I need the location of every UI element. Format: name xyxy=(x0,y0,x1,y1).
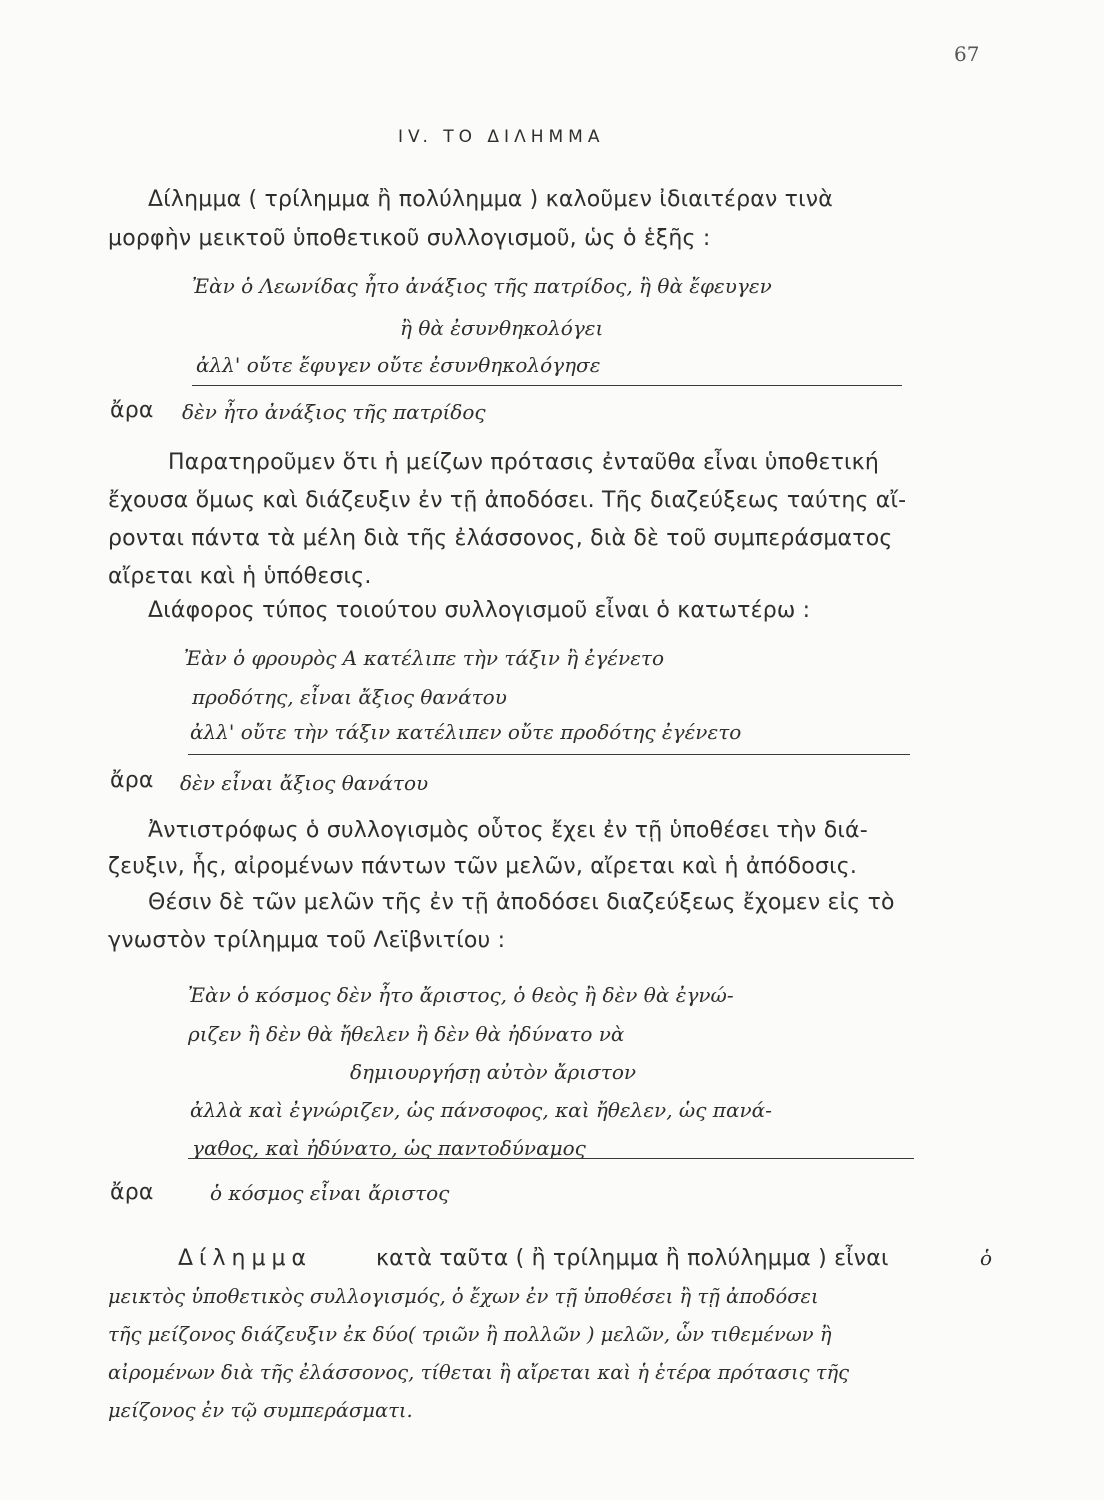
example3-major-line-2: ριζεν ἢ δὲν θὰ ἤθελεν ἢ δὲν θὰ ἠδύνατο νὰ xyxy=(188,1022,625,1046)
example1-major-line-1: Ἐὰν ὁ Λεωνίδας ἦτο ἀνάξιος τῆς πατρίδος, ἢ θὰ ἔφευγεν xyxy=(192,274,772,298)
para1-line-3: ρονται πάντα τὰ μέλη διὰ τῆς ἐλάσσονος, διὰ δὲ τοῦ συμπεράσματος xyxy=(108,526,893,551)
example2-major-line-2: προδότης, εἶναι ἄξιος θανάτου xyxy=(192,685,507,709)
example3-major-line-3: δημιουργήσῃ αὐτὸν ἄριστον xyxy=(350,1060,637,1084)
example3-conclusion: ὁ κόσμος εἶναι ἄριστος xyxy=(210,1181,450,1205)
example2-minor: ἀλλ' οὔτε τὴν τάξιν κατέλιπεν οὔτε προδότης ἐγένετο xyxy=(190,720,742,744)
definition-line-2: μεικτὸς ὑποθετικὸς συλλογισμός, ὁ ἔχων ἐν τῇ ὑποθέσει ἢ τῇ ἀποδόσει xyxy=(108,1285,819,1308)
definition-line-5: μείζονος ἐν τῷ συμπεράσματι. xyxy=(108,1399,413,1422)
section-heading: IV. ΤΟ ΔΙΛΗΜΜΑ xyxy=(398,127,605,147)
example3-ara: ἄρα xyxy=(110,1180,154,1205)
para2: Διάφορος τύπος τοιούτου συλλογισμοῦ εἶναι ὁ κατωτέρω : xyxy=(148,598,811,623)
example3-rule xyxy=(188,1158,914,1159)
example1-minor: ἀλλ' οὔτε ἔφυγεν οὔτε ἐσυνθηκολόγησε xyxy=(196,353,601,377)
para1-line-2: ἔχουσα ὅμως καὶ διάζευξιν ἐν τῇ ἀποδόσει. Τῆς διαζεύξεως ταύτης αἴ- xyxy=(108,488,907,513)
intro-line-2: μορφὴν μεικτοῦ ὑποθετικοῦ συλλογισμοῦ, ὡς ὁ ἑξῆς : xyxy=(108,226,711,251)
example2-rule xyxy=(188,754,910,755)
definition-line-1-end: ὁ xyxy=(980,1246,993,1270)
example1-rule xyxy=(192,385,902,386)
para1-line-1: Παρατηροῦμεν ὅτι ἡ μείζων πρότασις ἐνταῦθα εἶναι ὑποθετική xyxy=(168,450,879,475)
definition-term: Δίλημμα xyxy=(178,1246,312,1271)
definition-line-1: κατὰ ταῦτα ( ἢ τρίλημμα ἢ πολύλημμα ) εἶναι xyxy=(376,1246,889,1271)
example3-minor-line-1: ἀλλὰ καὶ ἐγνώριζεν, ὡς πάνσοφος, καὶ ἤθελεν, ὡς πανά- xyxy=(190,1098,772,1122)
definition-line-4: αἰρομένων διὰ τῆς ἐλάσσονος, τίθεται ἢ αἴρεται καὶ ἡ ἑτέρα πρότασις τῆς xyxy=(108,1361,850,1384)
para4-line-1: Θέσιν δὲ τῶν μελῶν τῆς ἐν τῇ ἀποδόσει διαζεύξεως ἔχομεν εἰς τὸ xyxy=(148,890,895,915)
example2-conclusion: δὲν εἶναι ἄξιος θανάτου xyxy=(180,771,429,795)
para3-line-2: ζευξιν, ἧς, αἰρομένων πάντων τῶν μελῶν, αἴρεται καὶ ἡ ἀπόδοσις. xyxy=(108,854,858,879)
example3-minor-line-2: γαθος, καὶ ἠδύνατο, ὡς παντοδύναμος xyxy=(192,1136,586,1160)
para3-line-1: Ἀντιστρόφως ὁ συλλογισμὸς οὗτος ἔχει ἐν τῇ ὑποθέσει τὴν διά- xyxy=(148,818,868,843)
para4-line-2: γνωστὸν τρίλημμα τοῦ Λεϊβνιτίου : xyxy=(108,928,506,953)
para1-line-4: αἴρεται καὶ ἡ ὑπόθεσις. xyxy=(108,564,372,589)
page-number: 67 xyxy=(954,42,980,66)
example2-ara: ἄρα xyxy=(110,768,154,793)
example1-major-line-2: ἢ θὰ ἐσυνθηκολόγει xyxy=(400,316,604,340)
intro-line-1: Δίλημμα ( τρίλημμα ἢ πολύλημμα ) καλοῦμεν ἰδιαιτέραν τινὰ xyxy=(148,187,833,212)
example3-major-line-1: Ἐὰν ὁ κόσμος δὲν ἦτο ἄριστος, ὁ θεὸς ἢ δὲν θὰ ἐγνώ- xyxy=(188,983,734,1007)
definition-line-3: τῆς μείζονος διάζευξιν ἐκ δύο( τριῶν ἢ πολλῶν ) μελῶν, ὧν τιθεμένων ἢ xyxy=(108,1323,832,1346)
example1-conclusion: δὲν ἦτο ἀνάξιος τῆς πατρίδος xyxy=(182,400,486,424)
example2-major-line-1: Ἐὰν ὁ φρουρὸς Α κατέλιπε τὴν τάξιν ἢ ἐγένετο xyxy=(184,646,665,670)
example1-ara: ἄρα xyxy=(110,398,154,423)
